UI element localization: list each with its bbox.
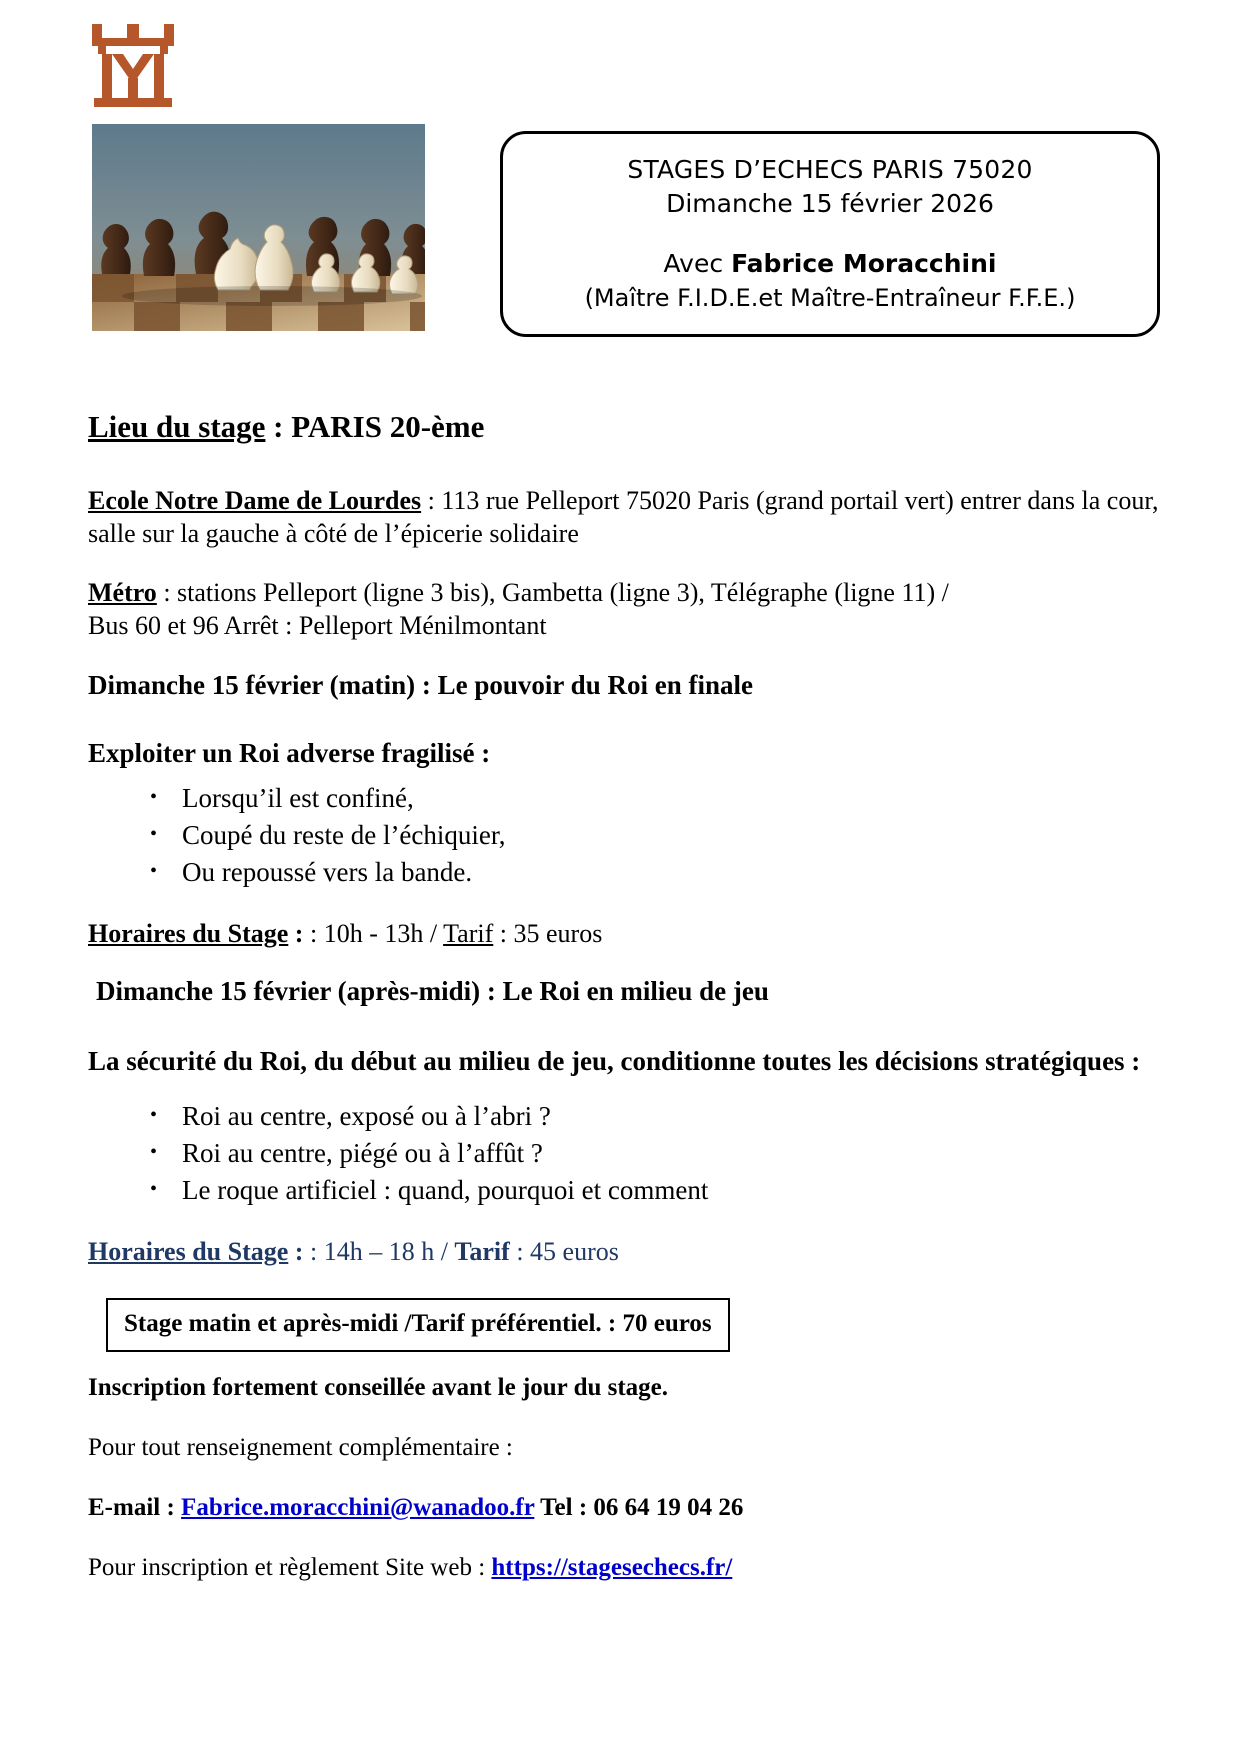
chess-pieces-photo [92, 124, 425, 331]
list-item: • Coupé du reste de l’échiquier, [146, 817, 1163, 854]
banner-avec-label: Avec [663, 249, 732, 278]
afternoon-horaires-value: : 14h – 18 h / [303, 1237, 455, 1266]
metro-label: Métro [88, 578, 157, 607]
afternoon-tarif-label: Tarif [454, 1237, 510, 1266]
email-link[interactable]: Fabrice.moracchini@wanadoo.fr [181, 1494, 535, 1521]
combined-price-box: Stage matin et après-midi /Tarif préférentiel. : 70 euros [106, 1298, 730, 1352]
banner-line-3 [664, 247, 997, 281]
afternoon-horaires-colon: : [288, 1237, 304, 1266]
website-label: Pour inscription et règlement Site web : [88, 1554, 492, 1581]
website-link[interactable]: https://stagesechecs.fr/ [491, 1554, 733, 1581]
banner-line-4: (Maître F.I.D.E.et Maître-Entraîneur F.F.E.) [584, 284, 1076, 312]
morning-horaires-value: : 10h - 13h / [303, 919, 444, 948]
phone-number: Tel : 06 64 19 04 26 [534, 1494, 744, 1521]
morning-session-title: Dimanche 15 février (matin) : Le pouvoir du Roi en finale [88, 670, 753, 700]
document-body [88, 408, 1163, 1584]
contact-line [88, 1492, 1163, 1524]
afternoon-tarif-value: : 45 euros [509, 1237, 619, 1266]
metro-paragraph [88, 576, 1163, 642]
registration-notice: Inscription fortement conseillée avant le jour du stage. [88, 1374, 669, 1401]
banner-line-2: Dimanche 15 février 2026 [666, 189, 994, 218]
afternoon-horaires-label: Horaires du Stage [88, 1237, 289, 1266]
bus-lines: Bus 60 et 96 Arrêt : Pelleport Ménilmontant [88, 611, 547, 640]
title-banner [500, 131, 1160, 337]
page-title [88, 408, 1163, 446]
morning-bullet-list [88, 780, 1163, 891]
metro-lines: : stations Pelleport (ligne 3 bis), Gambetta (ligne 3), Télégraphe (ligne 11) / [156, 578, 949, 607]
school-address: : 113 rue Pelleport 75020 Paris (grand portail vert) entrer dans la cour, salle sur la gauche à côté de l’épicerie solidaire [88, 486, 1159, 548]
morning-subtitle: Exploiter un Roi adverse fragilisé : [88, 738, 491, 768]
banner-trainer-name: Fabrice Moracchini [731, 249, 997, 278]
afternoon-schedule-price [88, 1235, 1163, 1268]
address-paragraph [88, 484, 1163, 550]
afternoon-subtitle: La sécurité du Roi, du début au milieu de jeu, conditionne toutes les décisions stratégiques : [88, 1046, 1141, 1076]
email-label: E-mail : [88, 1494, 182, 1521]
website-line [88, 1552, 1163, 1584]
morning-schedule-price [88, 917, 1163, 950]
morning-horaires-label: Horaires du Stage [88, 919, 289, 948]
lieu-value: PARIS 20-ème [291, 409, 485, 444]
list-item: • Roi au centre, exposé ou à l’abri ? [146, 1098, 1163, 1135]
morning-tarif-value: : 35 euros [493, 919, 603, 948]
school-label: Ecole Notre Dame de Lourdes [88, 486, 422, 515]
banner-line-1: STAGES D’ECHECS PARIS 75020 [627, 155, 1033, 184]
afternoon-bullet-list [88, 1098, 1163, 1209]
list-item: • Ou repoussé vers la bande. [146, 854, 1163, 891]
chess-rook-logo [88, 22, 180, 110]
list-item: • Le roque artificiel : quand, pourquoi et comment [146, 1172, 1163, 1209]
afternoon-session-title: Dimanche 15 février (après-midi) : Le Roi en milieu de jeu [96, 976, 769, 1006]
lieu-separator: : [265, 409, 292, 444]
morning-tarif-label: Tarif [443, 919, 494, 948]
list-item: • Lorsqu’il est confiné, [146, 780, 1163, 817]
morning-horaires-colon: : [288, 919, 304, 948]
more-info-line: Pour tout renseignement complémentaire : [88, 1434, 513, 1461]
lieu-label: Lieu du stage [88, 409, 266, 444]
list-item: • Roi au centre, piégé ou à l’affût ? [146, 1135, 1163, 1172]
